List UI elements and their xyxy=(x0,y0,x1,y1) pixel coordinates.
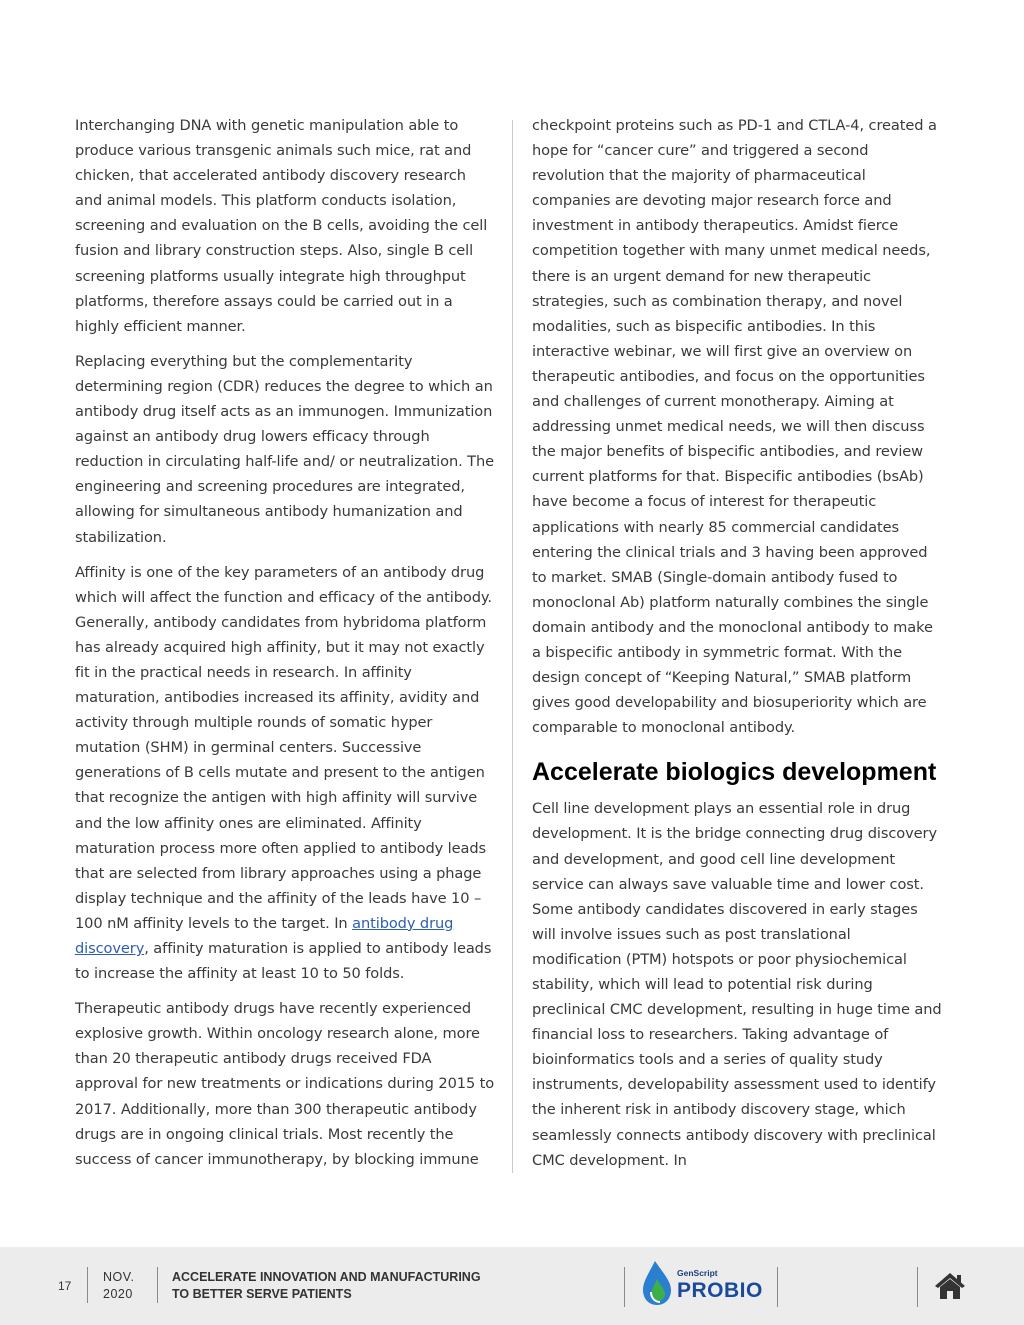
section-heading: Accelerate biologics development xyxy=(532,758,937,787)
right-column xyxy=(532,113,944,1183)
paragraph-therapeutic: Therapeutic antibody drugs have recently experienced explosive growth. Within oncology research alone, more than 20 therapeutic antibody drugs received FDA approval for new treatments or indications during 2015 to 2017. Additionally, more than 300 therapeutic antibody drugs are in ongoing clinical trials. Most recently the success of cancer immunotherapy, by blocking immune xyxy=(75,1000,495,1168)
footer-divider xyxy=(777,1267,778,1307)
paragraph-cell-line: Cell line development plays an essential role in drug development. It is the bridge connecting drug discovery and development, and good cell line development service can always save valuable time and lower cost. Some antibody candidates discovered in early stages will involve issues such as post translational modification (PTM) hotspots or poor physiochemical stability, which will lead to potential risk during preclinical CMC development, resulting in huge time and financial loss to researchers. Taking advantage of bioinformatics tools and a series of quality study instruments, developability assessment used to identify the inherent risk in antibody discovery stage, which seamlessly connects antibody discovery with preclinical CMC development. In xyxy=(532,800,942,1169)
issue-year: 2020 xyxy=(103,1287,133,1301)
genscript-probio-logo[interactable] xyxy=(640,1259,770,1309)
footer-divider xyxy=(157,1267,158,1303)
home-icon xyxy=(934,1271,966,1301)
issue-date xyxy=(103,1269,134,1303)
footer-bar xyxy=(0,1247,1024,1325)
tagline-line-1: ACCELERATE INNOVATION AND MANUFACTURING xyxy=(172,1270,481,1284)
paragraph-transgenic: Interchanging DNA with genetic manipulation able to produce various transgenic animals such mice, rat and chicken, that accelerated antibody discovery research and animal models. This platform conducts isolation, screening and evaluation on the B cells, avoiding the cell fusion and library construction steps. Also, single B cell screening platforms usually integrate high throughput platforms, therefore assays could be carried out in a highly efficient manner. xyxy=(75,117,488,335)
home-button[interactable] xyxy=(934,1271,966,1301)
footer-divider xyxy=(917,1267,918,1307)
affinity-text-start: Affinity is one of the key parameters of an antibody drug which will affect the function and efficacy of the antibody. Generally, antibody candidates from hybridoma platform has already acquired high affinity, but it may not exactly fit in the practical needs in research. In affinity maturation, antibodies increased its affinity, avidity and activity through multiple rounds of somatic hyper mutation (SHM) in germinal centers. Successive generations of B cells mutate and present to the antigen that recognize the antigen with high affinity will survive and the low affinity ones are eliminated. Affinity maturation process more often applied to antibody leads that are selected from library approaches using a phage display technique and the affinity of the leads have 10 – 100 nM affinity levels to the target. In xyxy=(75,563,492,932)
affinity-text-end: , affinity maturation is applied to antibody leads to increase the affinity at least 10 to 50 folds. xyxy=(75,940,492,983)
paragraph-affinity xyxy=(75,560,495,987)
paragraph-bispecific: checkpoint proteins such as PD-1 and CTLA-4, created a hope for “cancer cure” and triggered a second revolution that the majority of pharmaceutical companies are devoting major research force and investment in antibody therapeutics. Amidst fierce competition together with many unmet medical needs, there is an urgent demand for new therapeutic strategies, such as combination therapy, and novel modalities, such as bispecific antibodies. In this interactive webinar, we will first give an overview on therapeutic antibodies, and focus on the opportunities and challenges of current monotherapy. Aiming at addressing unmet medical needs, we will then discuss the major benefits of bispecific antibodies, and review current platforms for that. Bispecific antibodies (bsAb) have become a focus of interest for therapeutic applications with nearly 85 commercial candidates entering the clinical trials and 3 having been approved to market. SMAB (Single-domain antibody fused to monoclonal Ab) platform naturally combines the single domain antibody and the monoclonal antibody to make a bispecific antibody in symmetric format. With the design concept of “Keeping Natural,” SMAB platform gives good developability and biosuperiority which are comparable to monoclonal antibody. xyxy=(532,117,937,737)
logo-probio-text: PROBIO xyxy=(677,1279,763,1302)
drop-logo-icon xyxy=(640,1259,674,1307)
tagline-line-2: TO BETTER SERVE PATIENTS xyxy=(172,1287,352,1301)
footer-divider xyxy=(87,1267,88,1303)
paragraph-cdr: Replacing everything but the complementarity determining region (CDR) reduces the degree to which an antibody drug itself acts as an immunogen. Immunization against an antibody drug lowers efficacy through reduction in circulating half-life and/ or neutralization. The engineering and screening procedures are integrated, allowing for simultaneous antibody humanization and stabilization. xyxy=(75,352,495,546)
issue-month: NOV. xyxy=(103,1270,135,1284)
antibody-drug-discovery-link[interactable]: antibody drug discovery xyxy=(75,914,454,957)
footer-tagline xyxy=(172,1269,481,1303)
left-column xyxy=(75,113,495,1182)
column-divider xyxy=(512,120,513,1173)
page-number: 17 xyxy=(58,1279,72,1293)
logo-genscript-text: GenScript xyxy=(677,1268,718,1278)
footer-divider xyxy=(624,1267,625,1307)
